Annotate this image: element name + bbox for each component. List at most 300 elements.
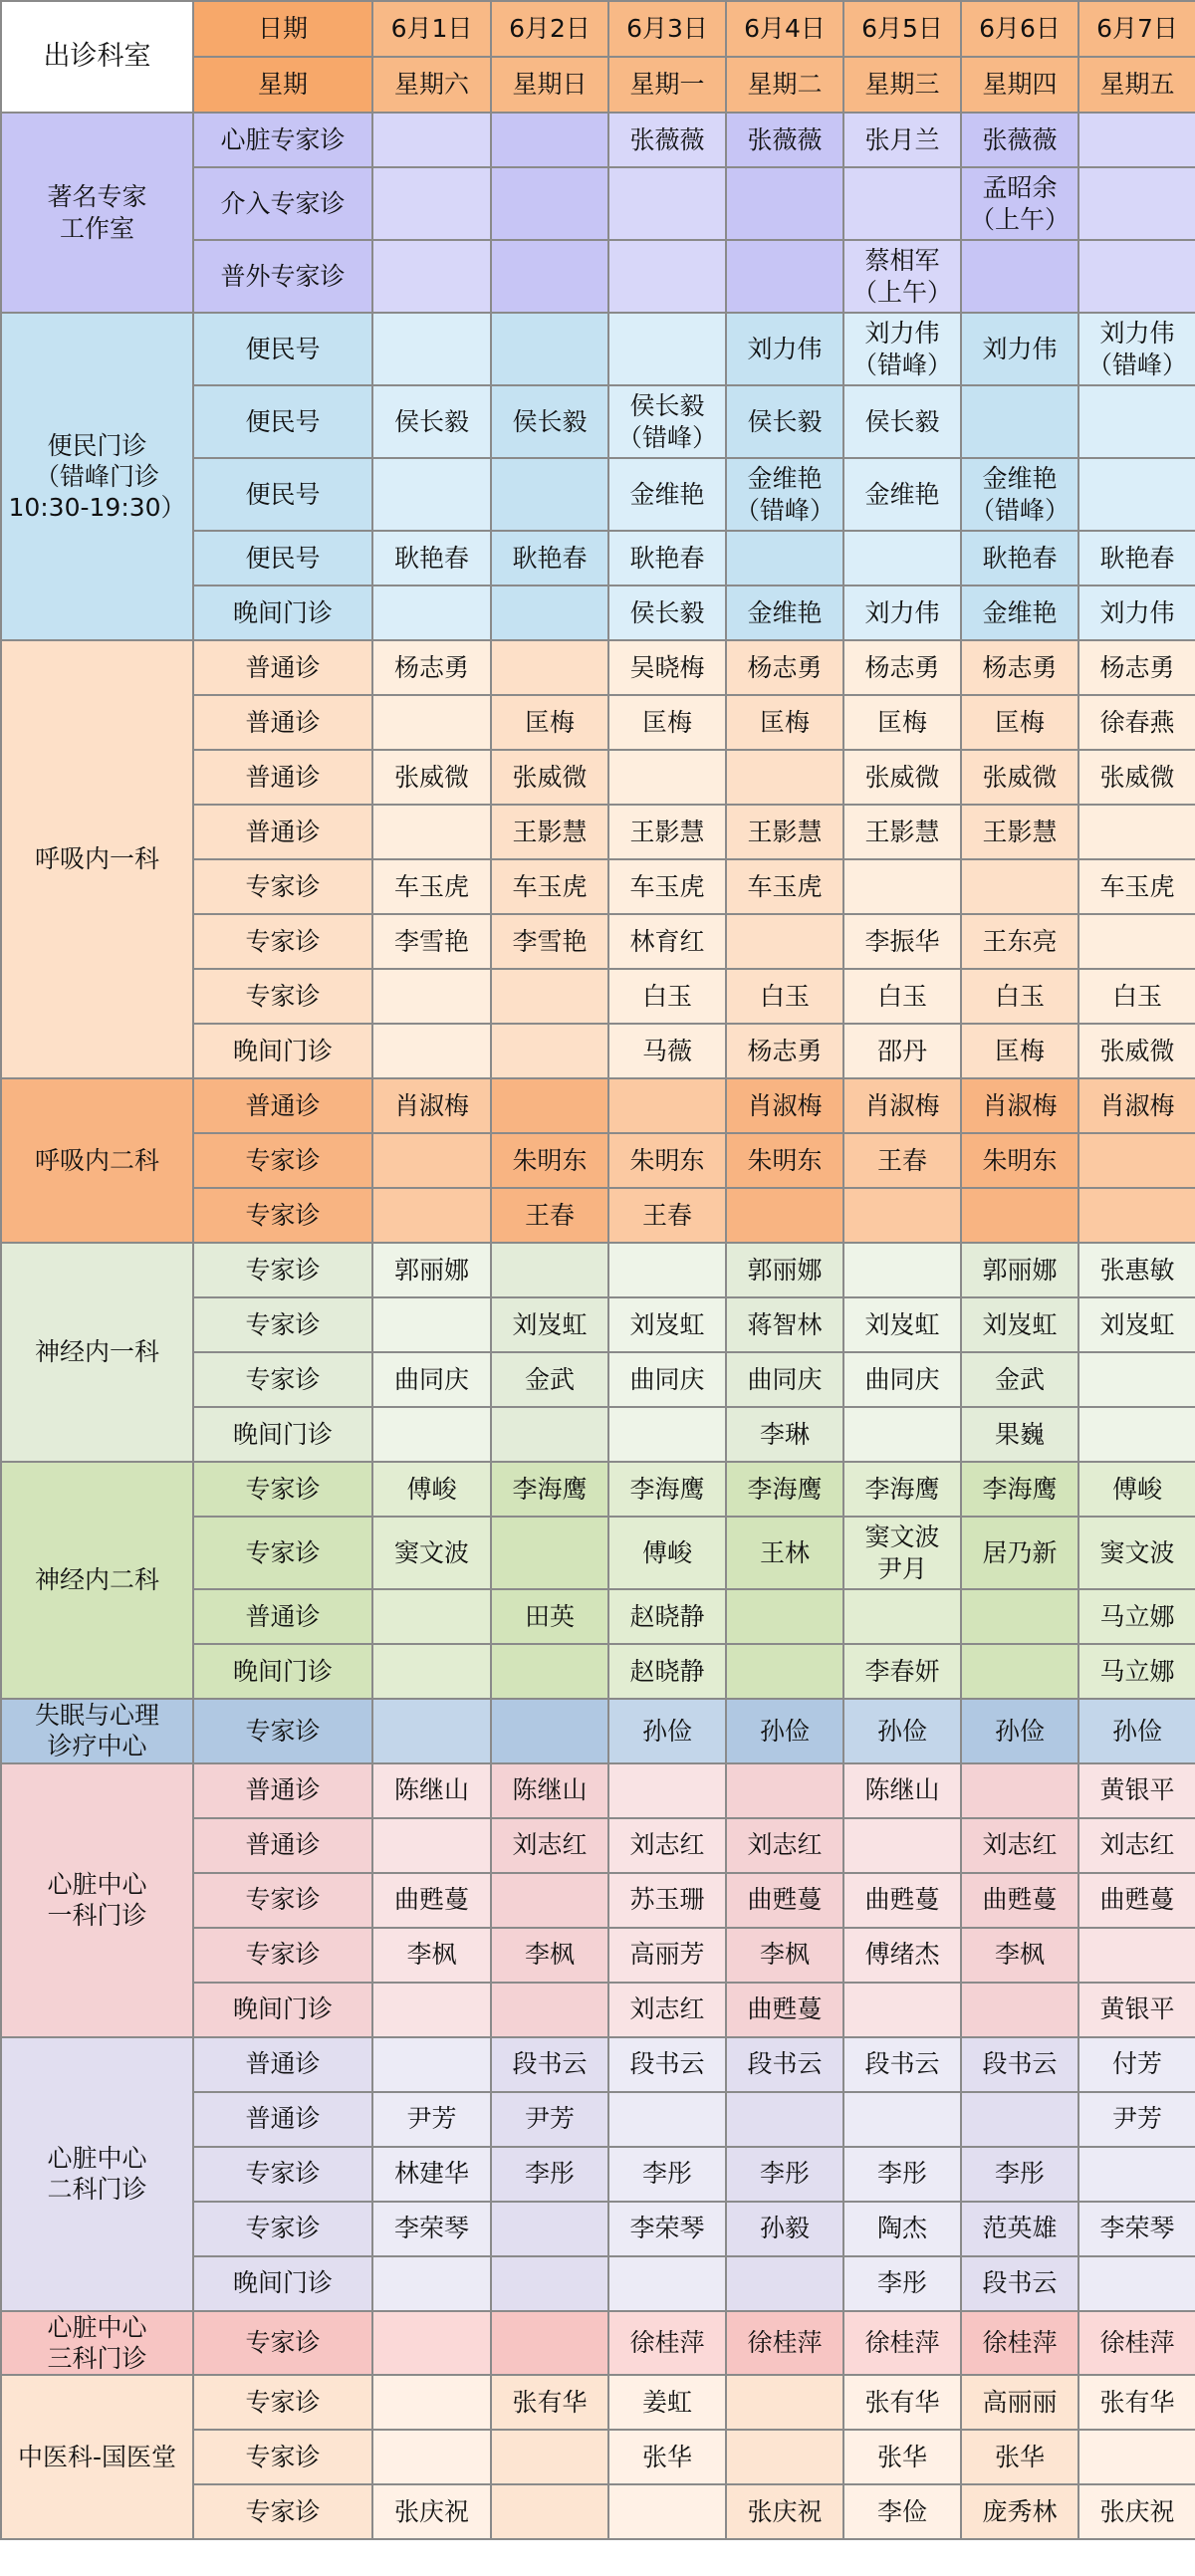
doctor-cell: 张威微 xyxy=(372,750,491,805)
doctor-cell xyxy=(491,1873,608,1928)
doctor-cell: 徐桂萍 xyxy=(726,2311,843,2376)
clinic-type: 专家诊 xyxy=(193,2147,372,2202)
doctor-cell xyxy=(491,969,608,1024)
doctor-cell xyxy=(843,859,961,914)
clinic-type: 晚间门诊 xyxy=(193,1983,372,2037)
doctor-cell xyxy=(372,1407,491,1462)
doctor-cell: 黄银平 xyxy=(1078,1983,1195,2037)
doctor-cell: 李海鹰 xyxy=(726,1462,843,1517)
doctor-cell: 蒋智林 xyxy=(726,1297,843,1352)
doctor-cell: 李雪艳 xyxy=(372,914,491,969)
doctor-cell: 匡梅 xyxy=(961,695,1078,750)
department-name: 失眠与心理 诊疗中心 xyxy=(1,1699,193,1763)
doctor-cell: 匡梅 xyxy=(843,695,961,750)
doctor-cell xyxy=(961,1983,1078,2037)
doctor-cell: 李振华 xyxy=(843,914,961,969)
header-weekday: 星期五 xyxy=(1078,57,1195,113)
doctor-cell xyxy=(491,1407,608,1462)
doctor-cell: 李彤 xyxy=(961,2147,1078,2202)
doctor-cell: 张庆祝 xyxy=(726,2484,843,2539)
doctor-cell xyxy=(961,859,1078,914)
header-date-row xyxy=(1,1,1195,57)
clinic-type: 便民号 xyxy=(193,458,372,531)
doctor-cell xyxy=(372,585,491,640)
clinic-type: 晚间门诊 xyxy=(193,1407,372,1462)
doctor-cell: 杨志勇 xyxy=(372,640,491,695)
doctor-cell: 匡梅 xyxy=(726,695,843,750)
doctor-cell xyxy=(372,167,491,240)
doctor-cell: 刘岌虹 xyxy=(1078,1297,1195,1352)
doctor-cell: 姜虹 xyxy=(608,2375,726,2430)
header-weekday: 星期四 xyxy=(961,57,1078,113)
doctor-cell: 王影慧 xyxy=(608,805,726,859)
clinic-type: 便民号 xyxy=(193,531,372,585)
doctor-cell: 王春 xyxy=(608,1188,726,1243)
doctor-cell: 李枫 xyxy=(726,1928,843,1983)
doctor-cell: 王影慧 xyxy=(726,805,843,859)
clinic-type: 普通诊 xyxy=(193,1078,372,1133)
schedule-row xyxy=(1,640,1195,695)
doctor-cell: 张薇薇 xyxy=(608,113,726,167)
doctor-cell xyxy=(372,458,491,531)
schedule-body xyxy=(1,1,1195,2539)
doctor-cell xyxy=(491,1078,608,1133)
doctor-cell: 耿艳春 xyxy=(608,531,726,585)
doctor-cell: 马薇 xyxy=(608,1024,726,1078)
doctor-cell xyxy=(608,1407,726,1462)
doctor-cell: 朱明东 xyxy=(726,1133,843,1188)
doctor-cell: 孟昭余 （上午） xyxy=(961,167,1078,240)
doctor-cell: 张华 xyxy=(843,2430,961,2484)
doctor-cell: 张月兰 xyxy=(843,113,961,167)
doctor-cell xyxy=(372,1133,491,1188)
doctor-cell: 刘岌虹 xyxy=(491,1297,608,1352)
doctor-cell: 王春 xyxy=(843,1133,961,1188)
doctor-cell: 匡梅 xyxy=(608,695,726,750)
department-name: 心脏中心 二科门诊 xyxy=(1,2037,193,2311)
doctor-cell xyxy=(491,113,608,167)
doctor-cell: 李海鹰 xyxy=(491,1462,608,1517)
doctor-cell: 张威微 xyxy=(843,750,961,805)
doctor-cell xyxy=(372,1644,491,1699)
doctor-cell xyxy=(491,2484,608,2539)
doctor-cell xyxy=(843,531,961,585)
doctor-cell xyxy=(491,240,608,313)
doctor-cell: 曲甦蔓 xyxy=(843,1873,961,1928)
doctor-cell: 白玉 xyxy=(608,969,726,1024)
date-label: 日期 xyxy=(193,1,372,57)
department-name: 著名专家 工作室 xyxy=(1,113,193,313)
doctor-cell: 孙毅 xyxy=(726,2202,843,2256)
department-name: 中医科-国医堂 xyxy=(1,2375,193,2539)
doctor-cell xyxy=(608,750,726,805)
doctor-cell xyxy=(608,2256,726,2311)
doctor-cell: 朱明东 xyxy=(608,1133,726,1188)
doctor-cell xyxy=(843,167,961,240)
doctor-cell: 李海鹰 xyxy=(961,1462,1078,1517)
weekday-label: 星期 xyxy=(193,57,372,113)
clinic-type: 专家诊 xyxy=(193,2484,372,2539)
doctor-cell: 匡梅 xyxy=(961,1024,1078,1078)
doctor-cell: 耿艳春 xyxy=(372,531,491,585)
doctor-cell: 孙俭 xyxy=(1078,1699,1195,1763)
doctor-cell: 郭丽娜 xyxy=(961,1243,1078,1297)
clinic-type: 便民号 xyxy=(193,385,372,458)
clinic-type: 专家诊 xyxy=(193,1699,372,1763)
doctor-cell xyxy=(491,1243,608,1297)
clinic-type: 专家诊 xyxy=(193,2375,372,2430)
doctor-cell: 曲同庆 xyxy=(608,1352,726,1407)
doctor-cell: 耿艳春 xyxy=(1078,531,1195,585)
doctor-cell: 曲甦蔓 xyxy=(726,1983,843,2037)
clinic-type: 普通诊 xyxy=(193,2092,372,2147)
doctor-cell: 刘志红 xyxy=(1078,1818,1195,1873)
doctor-cell: 车玉虎 xyxy=(1078,859,1195,914)
doctor-cell xyxy=(843,1243,961,1297)
doctor-cell: 侯长毅 xyxy=(726,385,843,458)
clinic-type: 专家诊 xyxy=(193,1243,372,1297)
doctor-cell xyxy=(491,1983,608,2037)
doctor-cell xyxy=(491,2430,608,2484)
header-weekday: 星期一 xyxy=(608,57,726,113)
doctor-cell: 王林 xyxy=(726,1517,843,1589)
doctor-cell: 金维艳 （错峰） xyxy=(726,458,843,531)
doctor-cell xyxy=(372,2256,491,2311)
doctor-cell: 车玉虎 xyxy=(491,859,608,914)
doctor-cell xyxy=(726,914,843,969)
header-date: 6月4日 xyxy=(726,1,843,57)
doctor-cell xyxy=(372,2375,491,2430)
clinic-type: 专家诊 xyxy=(193,2430,372,2484)
doctor-cell: 金维艳 （错峰） xyxy=(961,458,1078,531)
doctor-cell: 刘志红 xyxy=(726,1818,843,1873)
doctor-cell: 刘力伟 （错峰） xyxy=(843,313,961,385)
doctor-cell: 付芳 xyxy=(1078,2037,1195,2092)
corner-label: 出诊科室 xyxy=(1,1,193,113)
doctor-cell xyxy=(961,385,1078,458)
header-date: 6月3日 xyxy=(608,1,726,57)
doctor-cell: 陈继山 xyxy=(491,1763,608,1818)
doctor-cell: 张庆祝 xyxy=(1078,2484,1195,2539)
clinic-type: 普通诊 xyxy=(193,750,372,805)
doctor-cell: 李彤 xyxy=(726,2147,843,2202)
doctor-cell xyxy=(372,1818,491,1873)
doctor-cell: 金武 xyxy=(961,1352,1078,1407)
doctor-cell xyxy=(726,167,843,240)
doctor-cell xyxy=(608,167,726,240)
header-date: 6月6日 xyxy=(961,1,1078,57)
doctor-cell xyxy=(726,1589,843,1644)
doctor-cell: 王影慧 xyxy=(491,805,608,859)
doctor-cell: 金维艳 xyxy=(843,458,961,531)
doctor-cell xyxy=(608,240,726,313)
doctor-cell: 傅峻 xyxy=(372,1462,491,1517)
doctor-cell: 李荣琴 xyxy=(1078,2202,1195,2256)
doctor-cell: 刘岌虹 xyxy=(961,1297,1078,1352)
doctor-cell xyxy=(1078,113,1195,167)
doctor-cell: 王春 xyxy=(491,1188,608,1243)
doctor-cell: 田英 xyxy=(491,1589,608,1644)
schedule-row xyxy=(1,1763,1195,1818)
doctor-cell xyxy=(372,1024,491,1078)
doctor-cell xyxy=(372,1188,491,1243)
doctor-cell xyxy=(491,2202,608,2256)
doctor-cell: 傅峻 xyxy=(608,1517,726,1589)
doctor-cell: 李彤 xyxy=(843,2147,961,2202)
doctor-cell: 张有华 xyxy=(1078,2375,1195,2430)
doctor-cell xyxy=(491,2256,608,2311)
doctor-cell xyxy=(961,1763,1078,1818)
doctor-cell: 金维艳 xyxy=(608,458,726,531)
doctor-cell: 白玉 xyxy=(1078,969,1195,1024)
doctor-cell: 邵丹 xyxy=(843,1024,961,1078)
doctor-cell xyxy=(1078,1407,1195,1462)
clinic-type: 普通诊 xyxy=(193,1763,372,1818)
doctor-cell xyxy=(1078,2147,1195,2202)
doctor-cell: 庞秀林 xyxy=(961,2484,1078,2539)
clinic-type: 专家诊 xyxy=(193,969,372,1024)
doctor-cell: 肖淑梅 xyxy=(843,1078,961,1133)
clinic-type: 专家诊 xyxy=(193,1133,372,1188)
doctor-cell: 傅峻 xyxy=(1078,1462,1195,1517)
doctor-cell: 侯长毅 xyxy=(843,385,961,458)
doctor-cell: 曲甦蔓 xyxy=(372,1873,491,1928)
doctor-cell: 曲同庆 xyxy=(843,1352,961,1407)
doctor-cell: 金维艳 xyxy=(961,585,1078,640)
doctor-cell xyxy=(961,1188,1078,1243)
clinic-type: 专家诊 xyxy=(193,1928,372,1983)
doctor-cell: 张庆祝 xyxy=(372,2484,491,2539)
doctor-cell xyxy=(491,585,608,640)
doctor-cell: 曲甦蔓 xyxy=(961,1873,1078,1928)
doctor-cell: 李枫 xyxy=(491,1928,608,1983)
doctor-cell: 李荣琴 xyxy=(608,2202,726,2256)
doctor-cell: 肖淑梅 xyxy=(961,1078,1078,1133)
clinic-type: 心脏专家诊 xyxy=(193,113,372,167)
doctor-cell: 曲同庆 xyxy=(372,1352,491,1407)
doctor-cell xyxy=(726,2375,843,2430)
doctor-cell: 白玉 xyxy=(726,969,843,1024)
doctor-cell: 张威微 xyxy=(961,750,1078,805)
doctor-cell: 刘志红 xyxy=(608,1818,726,1873)
clinic-type: 普通诊 xyxy=(193,1589,372,1644)
doctor-cell: 吴晓梅 xyxy=(608,640,726,695)
doctor-cell xyxy=(372,313,491,385)
schedule-row xyxy=(1,2375,1195,2430)
doctor-cell: 刘力伟 xyxy=(961,313,1078,385)
department-name: 神经内二科 xyxy=(1,1462,193,1699)
doctor-cell: 李俭 xyxy=(843,2484,961,2539)
doctor-cell: 侯长毅 xyxy=(491,385,608,458)
doctor-cell xyxy=(1078,914,1195,969)
doctor-cell: 窦文波 尹月 xyxy=(843,1517,961,1589)
doctor-cell xyxy=(843,2092,961,2147)
header-date: 6月7日 xyxy=(1078,1,1195,57)
doctor-cell: 李彤 xyxy=(843,2256,961,2311)
doctor-cell xyxy=(1078,458,1195,531)
doctor-cell: 郭丽娜 xyxy=(372,1243,491,1297)
doctor-cell: 金武 xyxy=(491,1352,608,1407)
doctor-cell: 刘岌虹 xyxy=(843,1297,961,1352)
doctor-cell xyxy=(608,2092,726,2147)
doctor-cell: 段书云 xyxy=(843,2037,961,2092)
doctor-cell: 曲甦蔓 xyxy=(1078,1873,1195,1928)
clinic-type: 专家诊 xyxy=(193,914,372,969)
doctor-cell: 尹芳 xyxy=(491,2092,608,2147)
doctor-cell: 曲甦蔓 xyxy=(726,1873,843,1928)
doctor-cell xyxy=(1078,167,1195,240)
schedule-row xyxy=(1,2311,1195,2376)
clinic-type: 介入专家诊 xyxy=(193,167,372,240)
doctor-cell: 高丽芳 xyxy=(608,1928,726,1983)
doctor-cell xyxy=(608,1763,726,1818)
doctor-cell: 金维艳 xyxy=(726,585,843,640)
doctor-cell xyxy=(491,2311,608,2376)
doctor-cell xyxy=(491,1024,608,1078)
doctor-cell xyxy=(491,1517,608,1589)
doctor-cell: 李枫 xyxy=(961,1928,1078,1983)
doctor-cell: 黄银平 xyxy=(1078,1763,1195,1818)
doctor-cell: 陶杰 xyxy=(843,2202,961,2256)
doctor-cell: 张薇薇 xyxy=(961,113,1078,167)
doctor-cell xyxy=(608,1078,726,1133)
doctor-cell xyxy=(1078,2256,1195,2311)
doctor-cell xyxy=(372,1589,491,1644)
clinic-type: 晚间门诊 xyxy=(193,585,372,640)
doctor-cell: 张华 xyxy=(608,2430,726,2484)
doctor-cell xyxy=(372,1983,491,2037)
doctor-cell xyxy=(961,1644,1078,1699)
clinic-type: 专家诊 xyxy=(193,1462,372,1517)
doctor-cell: 徐春燕 xyxy=(1078,695,1195,750)
doctor-cell xyxy=(372,1699,491,1763)
clinic-type: 普通诊 xyxy=(193,640,372,695)
doctor-cell: 窦文波 xyxy=(1078,1517,1195,1589)
doctor-cell: 张惠敏 xyxy=(1078,1243,1195,1297)
doctor-cell xyxy=(961,1589,1078,1644)
department-name: 便民门诊 （错峰门诊 10:30-19:30） xyxy=(1,313,193,640)
doctor-cell xyxy=(1078,805,1195,859)
doctor-cell: 刘志红 xyxy=(491,1818,608,1873)
doctor-cell: 刘力伟 xyxy=(726,313,843,385)
doctor-cell: 刘志红 xyxy=(961,1818,1078,1873)
header-weekday: 星期三 xyxy=(843,57,961,113)
schedule-row xyxy=(1,1462,1195,1517)
department-name: 呼吸内一科 xyxy=(1,640,193,1078)
doctor-cell: 陈继山 xyxy=(843,1763,961,1818)
doctor-cell xyxy=(726,1644,843,1699)
doctor-cell: 段书云 xyxy=(961,2256,1078,2311)
clinic-type: 普通诊 xyxy=(193,805,372,859)
doctor-cell xyxy=(372,113,491,167)
doctor-cell: 耿艳春 xyxy=(491,531,608,585)
doctor-cell xyxy=(726,240,843,313)
clinic-type: 专家诊 xyxy=(193,2311,372,2376)
doctor-cell xyxy=(726,2092,843,2147)
clinic-type: 专家诊 xyxy=(193,1297,372,1352)
department-name: 心脏中心 三科门诊 xyxy=(1,2311,193,2376)
doctor-cell: 赵晓静 xyxy=(608,1589,726,1644)
doctor-cell: 肖淑梅 xyxy=(1078,1078,1195,1133)
doctor-cell xyxy=(608,1243,726,1297)
doctor-cell xyxy=(961,240,1078,313)
doctor-cell: 徐桂萍 xyxy=(961,2311,1078,2376)
doctor-cell: 刘力伟 （错峰） xyxy=(1078,313,1195,385)
doctor-cell: 段书云 xyxy=(608,2037,726,2092)
doctor-cell xyxy=(1078,2430,1195,2484)
doctor-cell xyxy=(372,2037,491,2092)
doctor-cell: 徐桂萍 xyxy=(1078,2311,1195,2376)
doctor-cell: 李彤 xyxy=(491,2147,608,2202)
doctor-cell xyxy=(726,2430,843,2484)
schedule-row xyxy=(1,1078,1195,1133)
doctor-cell xyxy=(491,1699,608,1763)
schedule-row xyxy=(1,1699,1195,1763)
doctor-cell: 白玉 xyxy=(843,969,961,1024)
doctor-cell xyxy=(372,969,491,1024)
doctor-cell xyxy=(1078,385,1195,458)
doctor-cell xyxy=(372,805,491,859)
doctor-cell: 林育红 xyxy=(608,914,726,969)
doctor-cell: 车玉虎 xyxy=(608,859,726,914)
doctor-cell xyxy=(726,1188,843,1243)
doctor-cell: 尹芳 xyxy=(1078,2092,1195,2147)
doctor-cell xyxy=(726,531,843,585)
doctor-cell xyxy=(491,640,608,695)
clinic-type: 专家诊 xyxy=(193,1873,372,1928)
doctor-cell: 王东亮 xyxy=(961,914,1078,969)
doctor-cell xyxy=(843,1407,961,1462)
header-weekday: 星期日 xyxy=(491,57,608,113)
clinic-type: 晚间门诊 xyxy=(193,1644,372,1699)
doctor-cell: 张薇薇 xyxy=(726,113,843,167)
doctor-cell: 杨志勇 xyxy=(843,640,961,695)
doctor-cell: 苏玉珊 xyxy=(608,1873,726,1928)
doctor-cell: 徐桂萍 xyxy=(608,2311,726,2376)
doctor-cell: 马立娜 xyxy=(1078,1644,1195,1699)
doctor-cell xyxy=(372,2430,491,2484)
header-date: 6月5日 xyxy=(843,1,961,57)
doctor-cell: 李荣琴 xyxy=(372,2202,491,2256)
doctor-cell: 白玉 xyxy=(961,969,1078,1024)
doctor-cell: 李海鹰 xyxy=(843,1462,961,1517)
doctor-cell: 李琳 xyxy=(726,1407,843,1462)
doctor-cell: 杨志勇 xyxy=(726,640,843,695)
schedule-row xyxy=(1,113,1195,167)
doctor-cell: 尹芳 xyxy=(372,2092,491,2147)
doctor-cell xyxy=(372,2311,491,2376)
doctor-cell: 孙俭 xyxy=(726,1699,843,1763)
doctor-cell xyxy=(491,313,608,385)
header-weekday: 星期二 xyxy=(726,57,843,113)
doctor-cell xyxy=(726,2256,843,2311)
doctor-cell: 朱明东 xyxy=(961,1133,1078,1188)
clinic-type: 普通诊 xyxy=(193,695,372,750)
doctor-cell: 李雪艳 xyxy=(491,914,608,969)
doctor-cell: 高丽丽 xyxy=(961,2375,1078,2430)
doctor-cell xyxy=(608,313,726,385)
doctor-cell xyxy=(961,2092,1078,2147)
doctor-cell xyxy=(843,1589,961,1644)
schedule-row xyxy=(1,1243,1195,1297)
doctor-cell xyxy=(1078,1133,1195,1188)
doctor-cell: 杨志勇 xyxy=(961,640,1078,695)
doctor-cell: 李枫 xyxy=(372,1928,491,1983)
doctor-cell: 张有华 xyxy=(843,2375,961,2430)
doctor-cell xyxy=(372,1297,491,1352)
doctor-cell xyxy=(1078,1928,1195,1983)
doctor-cell xyxy=(1078,1352,1195,1407)
